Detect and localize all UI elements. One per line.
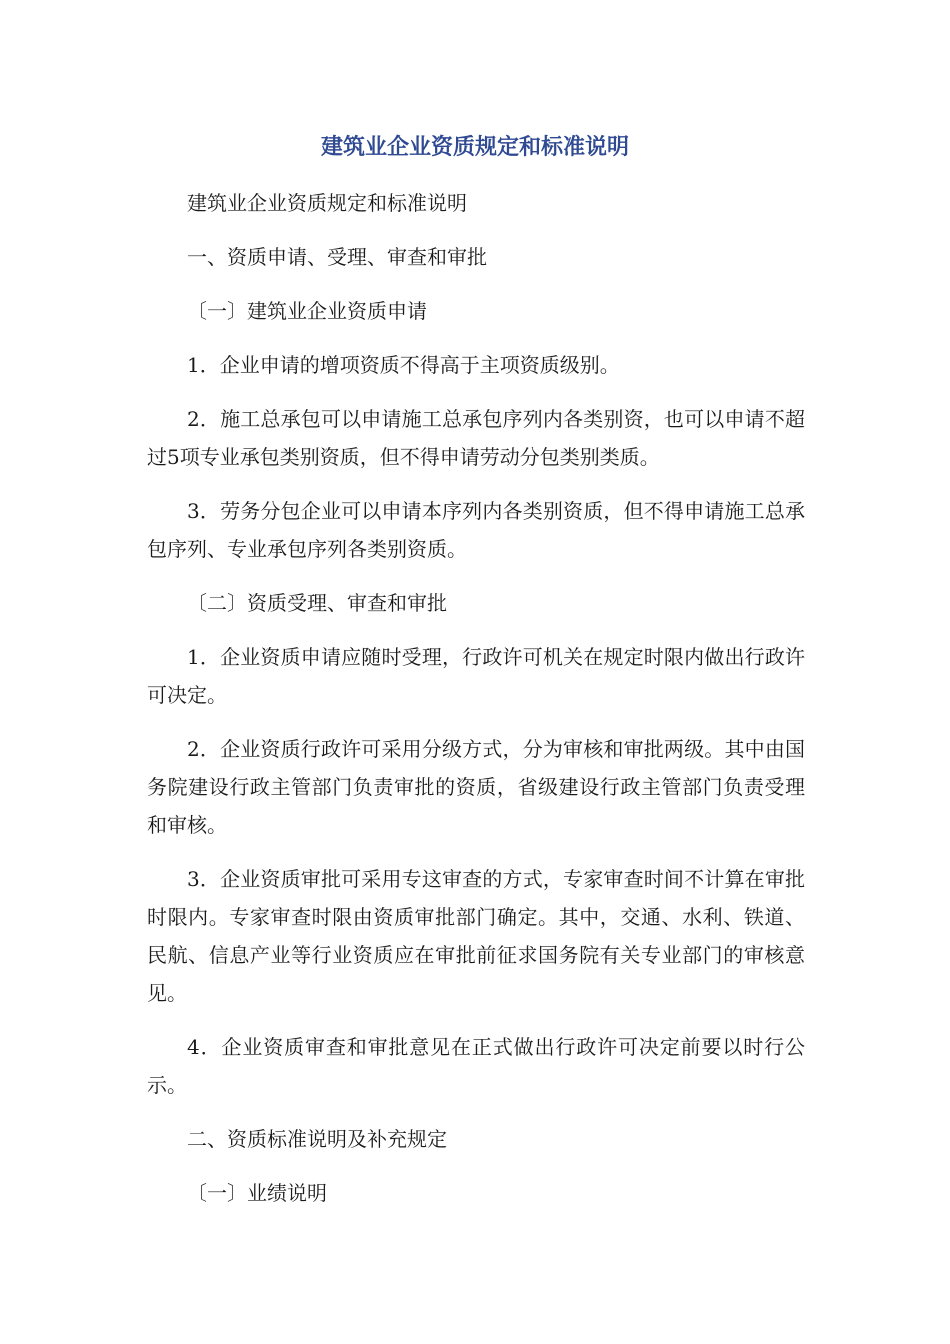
document-title: 建筑业企业资质规定和标准说明	[320, 135, 629, 160]
paragraph-subtitle: 建筑业企业资质规定和标准说明	[187, 191, 467, 215]
paragraph-item-3: 3．劳务分包企业可以申请本序列内各类别资质，但不得申请施工总承包序列、专业承包序列各类别资质。	[147, 499, 805, 561]
paragraph-review-4: 4．企业资质审查和审批意见在正式做出行政许可决定前要以时行公示。	[147, 1035, 805, 1097]
paragraph-item-2: 2．施工总承包可以申请施工总承包序列内各类别资，也可以申请不超过5项专业承包类别资质，但不得申请劳动分包类别类质。	[147, 407, 805, 469]
section-heading-standards: 二、资质标准说明及补充规定	[187, 1127, 447, 1151]
paragraph-review-2: 2．企业资质行政许可采用分级方式，分为审核和审批两级。其中由国务院建设行政主管部门负责审批的资质，省级建设行政主管部门负责受理和审核。	[147, 737, 805, 837]
paragraph-review-1: 1．企业资质申请应随时受理，行政许可机关在规定时限内做出行政许可决定。	[147, 645, 805, 707]
subsection-heading-application: 〔一〕建筑业企业资质申请	[187, 299, 427, 323]
subsection-heading-performance: 〔一〕业绩说明	[187, 1181, 327, 1205]
paragraph-item-1: 1．企业申请的增项资质不得高于主项资质级别。	[187, 353, 620, 377]
document-body	[147, 184, 805, 1212]
subsection-heading-review: 〔二〕资质受理、审查和审批	[187, 591, 447, 615]
section-heading-application: 一、资质申请、受理、审查和审批	[187, 245, 487, 269]
paragraph-review-3: 3．企业资质审批可采用专这审查的方式，专家审查时间不计算在审批时限内。专家审查时限由资质审批部门确定。其中，交通、水利、铁道、民航、信息产业等行业资质应在审批前征求国务院有关专业部门的审核意见。	[147, 867, 805, 1005]
